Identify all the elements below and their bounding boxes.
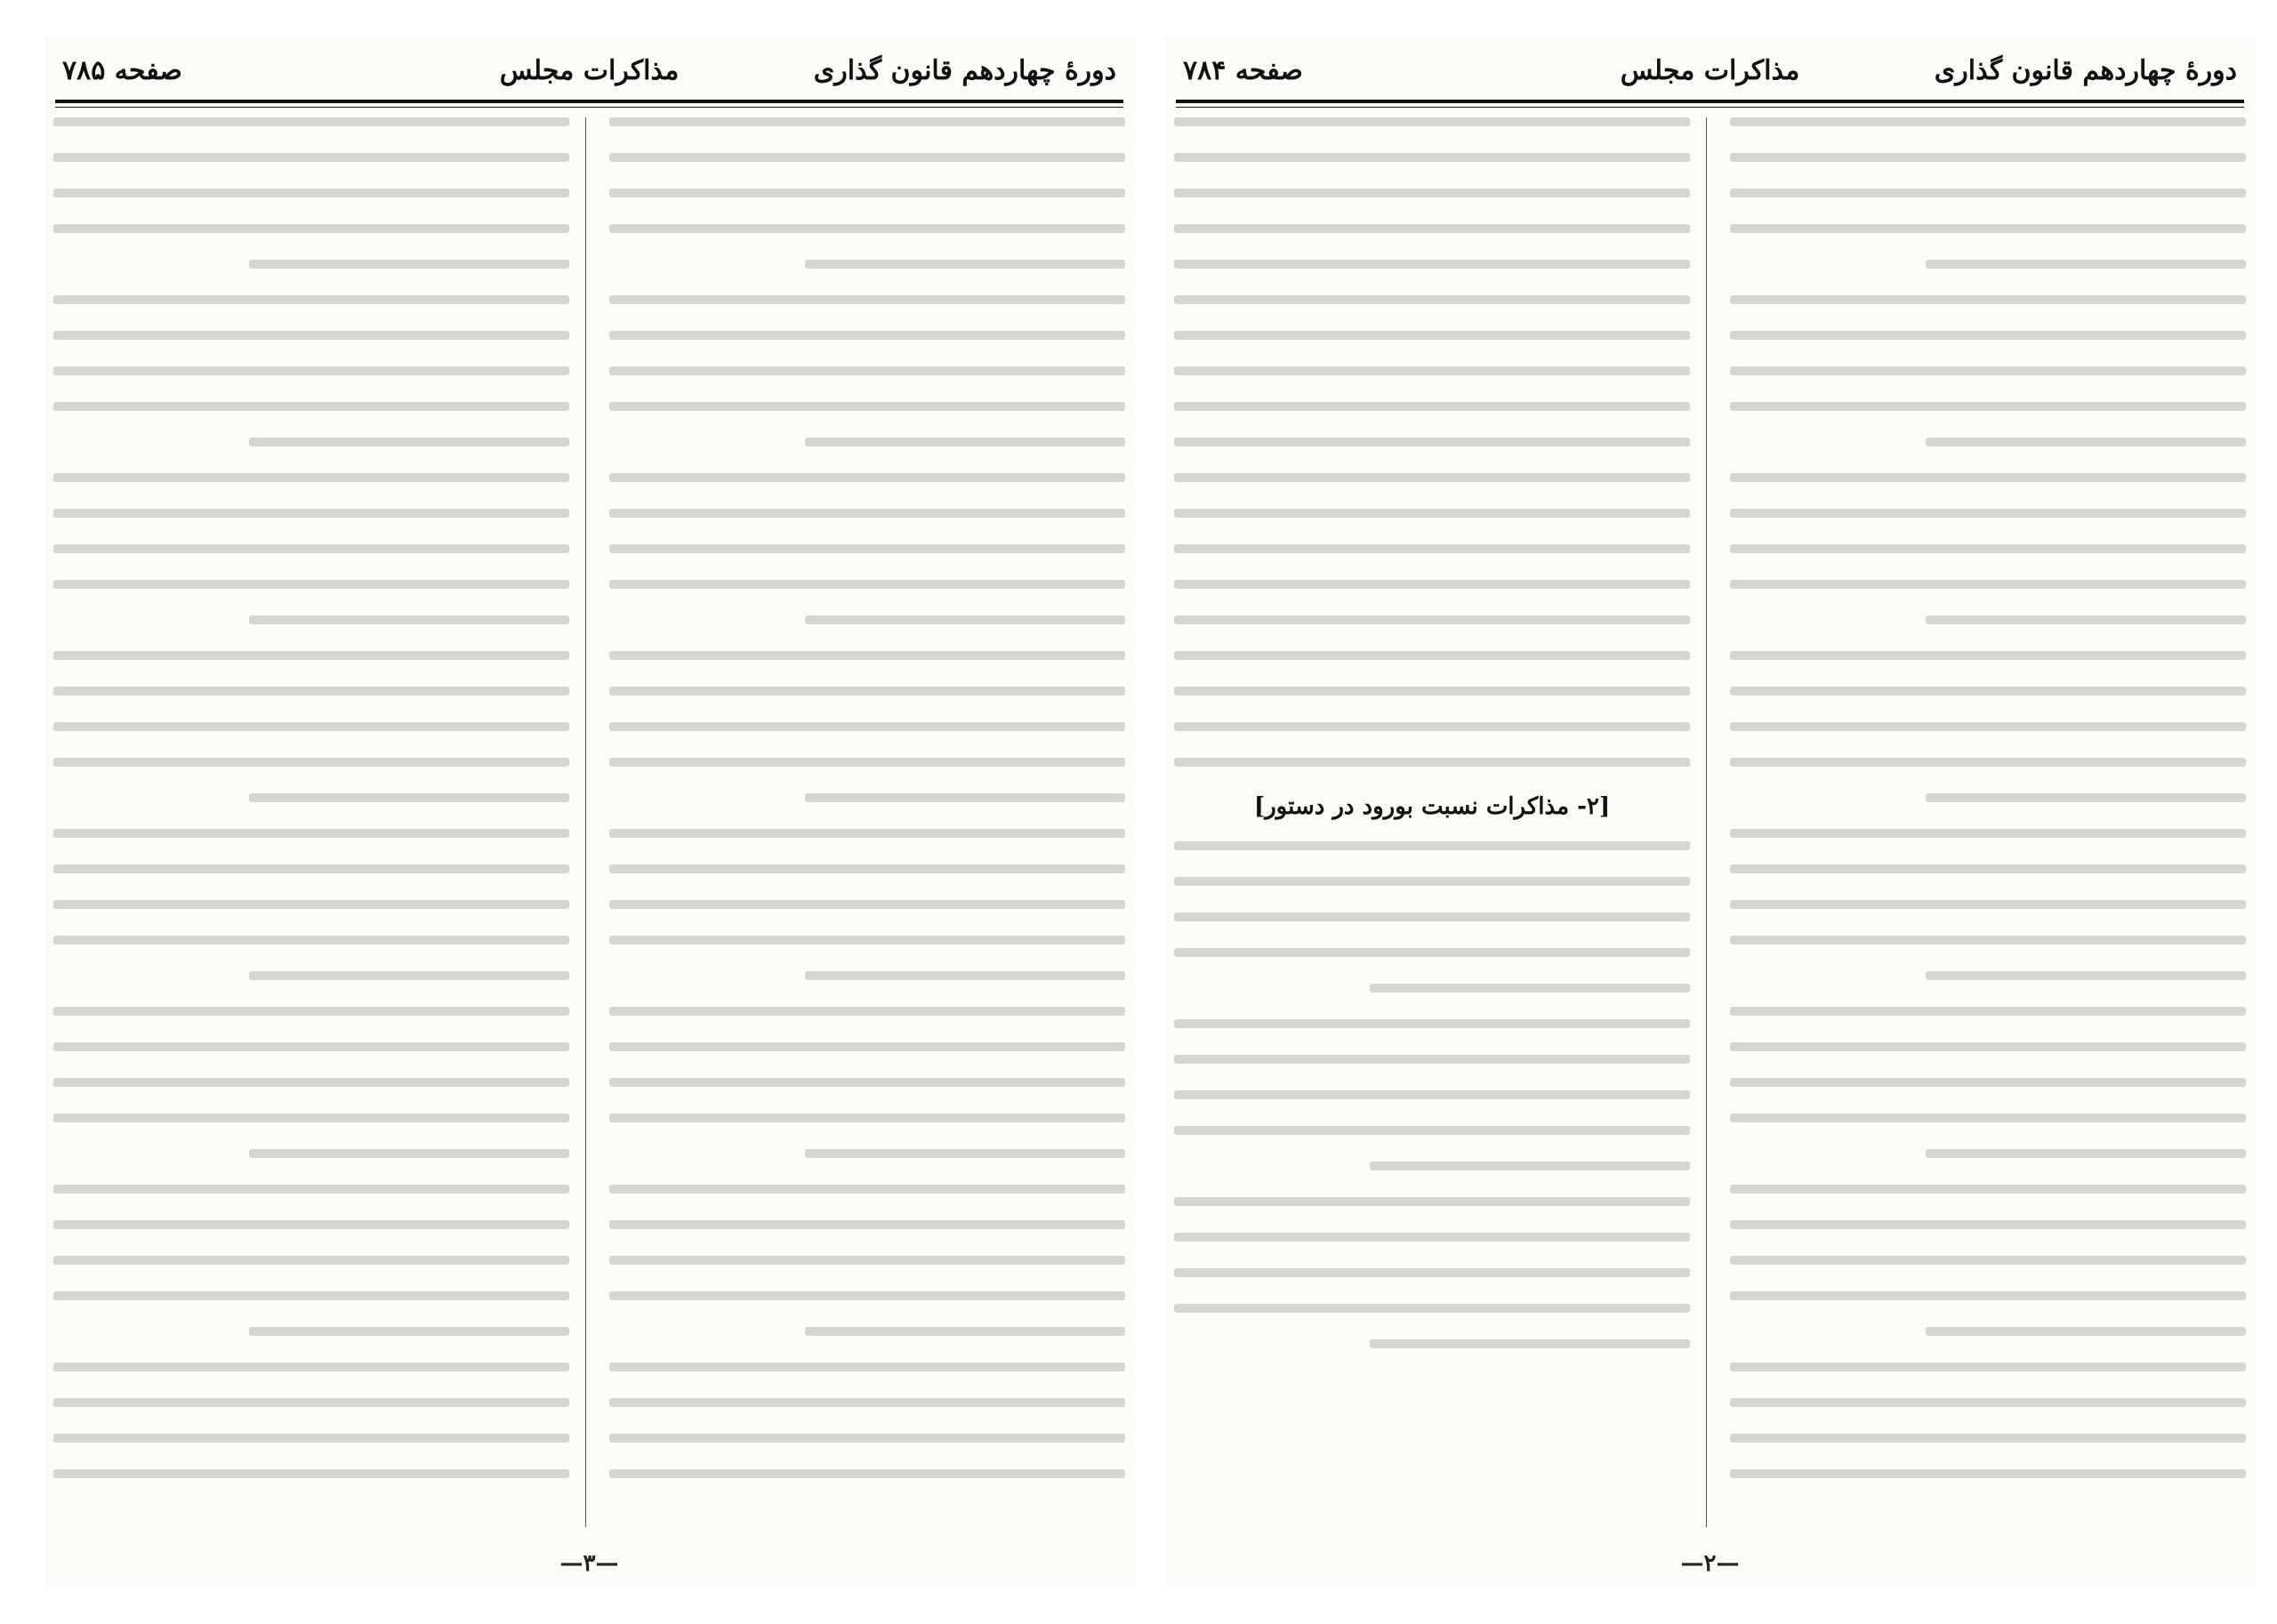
text-line-placeholder <box>609 473 1125 482</box>
text-line-placeholder <box>1370 984 1690 993</box>
text-line-placeholder <box>1730 117 2246 126</box>
text-line-placeholder <box>609 153 1125 162</box>
text-line-placeholder <box>249 971 569 980</box>
text-line-placeholder <box>1174 473 1690 482</box>
text-line-placeholder <box>249 1149 569 1158</box>
text-line-placeholder <box>1926 438 2246 446</box>
text-line-placeholder <box>53 1434 569 1443</box>
journal-title: مذاکرات مجلس <box>1620 55 1800 86</box>
text-line-placeholder <box>249 793 569 802</box>
text-line-placeholder <box>1174 153 1690 162</box>
text-line-placeholder <box>53 1078 569 1087</box>
text-line-placeholder <box>805 615 1125 624</box>
text-line-placeholder <box>805 438 1125 446</box>
text-line-placeholder <box>1730 544 2246 553</box>
text-line-placeholder <box>1174 1126 1690 1135</box>
text-line-placeholder <box>1730 1434 2246 1443</box>
text-line-placeholder <box>53 402 569 411</box>
text-line-placeholder <box>53 722 569 731</box>
text-line-placeholder <box>53 1185 569 1194</box>
text-line-placeholder <box>609 1434 1125 1443</box>
text-line-placeholder <box>53 331 569 340</box>
text-line-placeholder <box>805 1327 1125 1336</box>
text-line-placeholder <box>805 1149 1125 1158</box>
text-line-placeholder <box>609 722 1125 731</box>
text-line-placeholder <box>1174 331 1690 340</box>
text-line-placeholder <box>609 1256 1125 1265</box>
text-line-placeholder <box>53 153 569 162</box>
text-line-placeholder <box>53 189 569 197</box>
text-column-right <box>1730 117 2246 1527</box>
text-line-placeholder <box>53 900 569 909</box>
text-line-placeholder <box>1174 1233 1690 1242</box>
text-line-placeholder <box>1730 509 2246 518</box>
text-line-placeholder <box>1174 651 1690 660</box>
text-line-placeholder <box>53 544 569 553</box>
text-line-placeholder <box>53 651 569 660</box>
text-column-left <box>53 117 569 1527</box>
text-line-placeholder <box>53 224 569 233</box>
text-line-placeholder <box>1174 1197 1690 1206</box>
text-line-placeholder <box>609 402 1125 411</box>
text-line-placeholder <box>1174 366 1690 375</box>
text-line-placeholder <box>609 1398 1125 1407</box>
text-line-placeholder <box>1730 1363 2246 1371</box>
text-line-placeholder <box>1174 1019 1690 1028</box>
text-line-placeholder <box>1730 829 2246 838</box>
text-line-placeholder <box>1174 877 1690 886</box>
text-line-placeholder <box>1730 1291 2246 1300</box>
header-rule <box>1176 100 2244 108</box>
text-line-placeholder <box>609 651 1125 660</box>
text-line-placeholder <box>609 1042 1125 1051</box>
text-line-placeholder <box>53 580 569 589</box>
text-line-placeholder <box>53 687 569 695</box>
text-line-placeholder <box>1174 580 1690 589</box>
text-line-placeholder <box>1730 900 2246 909</box>
text-line-placeholder <box>609 295 1125 304</box>
section-heading: [۲- مذاکرات نسبت بورود در دستور] <box>1253 793 1611 820</box>
text-line-placeholder <box>609 1113 1125 1122</box>
text-line-placeholder <box>53 366 569 375</box>
text-line-placeholder <box>1174 117 1690 126</box>
text-line-placeholder <box>1174 260 1690 269</box>
text-line-placeholder <box>53 1363 569 1371</box>
page-footer-mark: —۳— <box>559 1550 619 1577</box>
text-line-placeholder <box>1174 1055 1690 1064</box>
text-line-placeholder <box>53 1113 569 1122</box>
text-line-placeholder <box>53 1398 569 1407</box>
text-line-placeholder <box>1174 758 1690 767</box>
text-line-placeholder <box>609 189 1125 197</box>
page-footer-mark: —۲— <box>1680 1550 1740 1577</box>
text-line-placeholder <box>53 758 569 767</box>
text-line-placeholder <box>1730 758 2246 767</box>
text-line-placeholder <box>1730 1007 2246 1016</box>
text-line-placeholder <box>53 829 569 838</box>
text-line-placeholder <box>1370 1339 1690 1348</box>
text-line-placeholder <box>1730 366 2246 375</box>
text-line-placeholder <box>1174 722 1690 731</box>
text-line-placeholder <box>1926 1327 2246 1336</box>
text-line-placeholder <box>1174 1304 1690 1313</box>
text-line-placeholder <box>1174 615 1690 624</box>
text-line-placeholder <box>1174 1268 1690 1277</box>
text-line-placeholder <box>1926 615 2246 624</box>
text-line-placeholder <box>609 1291 1125 1300</box>
text-line-placeholder <box>1174 509 1690 518</box>
text-line-placeholder <box>53 1256 569 1265</box>
text-line-placeholder <box>1730 1113 2246 1122</box>
text-line-placeholder <box>1730 402 2246 411</box>
text-line-placeholder <box>249 615 569 624</box>
text-line-placeholder <box>1730 224 2246 233</box>
text-line-placeholder <box>1174 841 1690 850</box>
text-line-placeholder <box>609 331 1125 340</box>
text-line-placeholder <box>1174 224 1690 233</box>
text-line-placeholder <box>1174 295 1690 304</box>
header-rule <box>55 100 1123 108</box>
text-line-placeholder <box>1730 687 2246 695</box>
text-line-placeholder <box>609 1363 1125 1371</box>
text-line-placeholder <box>53 1291 569 1300</box>
text-line-placeholder <box>53 864 569 873</box>
text-line-placeholder <box>249 438 569 446</box>
text-line-placeholder <box>609 366 1125 375</box>
text-line-placeholder <box>1730 864 2246 873</box>
text-line-placeholder <box>1730 1042 2246 1051</box>
text-line-placeholder <box>1730 722 2246 731</box>
text-line-placeholder <box>1730 936 2246 945</box>
text-line-placeholder <box>609 1220 1125 1229</box>
text-line-placeholder <box>609 117 1125 126</box>
text-line-placeholder <box>1730 1469 2246 1478</box>
text-line-placeholder <box>805 260 1125 269</box>
text-line-placeholder <box>1174 912 1690 921</box>
text-line-placeholder <box>609 1469 1125 1478</box>
text-line-placeholder <box>609 509 1125 518</box>
text-line-placeholder <box>1370 1162 1690 1170</box>
text-line-placeholder <box>609 1078 1125 1087</box>
text-line-placeholder <box>1926 260 2246 269</box>
text-line-placeholder <box>1730 1220 2246 1229</box>
text-line-placeholder <box>53 1007 569 1016</box>
text-line-placeholder <box>53 295 569 304</box>
journal-series: دورهٔ چهاردهم قانون گذاری <box>813 55 1116 86</box>
page-header <box>44 43 1134 92</box>
text-line-placeholder <box>1926 971 2246 980</box>
text-line-placeholder <box>1174 1090 1690 1099</box>
text-line-placeholder <box>609 1185 1125 1194</box>
text-line-placeholder <box>1174 687 1690 695</box>
text-line-placeholder <box>1730 580 2246 589</box>
journal-title: مذاکرات مجلس <box>499 55 680 86</box>
text-line-placeholder <box>53 473 569 482</box>
text-line-placeholder <box>53 509 569 518</box>
text-line-placeholder <box>609 544 1125 553</box>
text-line-placeholder <box>53 1220 569 1229</box>
text-line-placeholder <box>609 829 1125 838</box>
text-line-placeholder <box>609 936 1125 945</box>
text-line-placeholder <box>53 117 569 126</box>
text-line-placeholder <box>1730 295 2246 304</box>
text-line-placeholder <box>1174 189 1690 197</box>
text-line-placeholder <box>609 224 1125 233</box>
text-line-placeholder <box>53 1469 569 1478</box>
text-line-placeholder <box>1730 1185 2246 1194</box>
text-line-placeholder <box>1730 651 2246 660</box>
text-line-placeholder <box>1730 331 2246 340</box>
page-number: صفحه ۷۸۴ <box>1183 55 1303 86</box>
text-line-placeholder <box>609 900 1125 909</box>
text-line-placeholder <box>1174 402 1690 411</box>
column-divider <box>1706 117 1707 1527</box>
text-line-placeholder <box>53 936 569 945</box>
column-divider <box>585 117 586 1527</box>
text-line-placeholder <box>1174 438 1690 446</box>
text-line-placeholder <box>1730 153 2246 162</box>
page-number: صفحه ۷۸۵ <box>62 55 182 86</box>
text-line-placeholder <box>1174 948 1690 957</box>
text-line-placeholder <box>1730 1256 2246 1265</box>
page-785 <box>44 36 1134 1588</box>
text-line-placeholder <box>609 580 1125 589</box>
text-line-placeholder <box>1730 1078 2246 1087</box>
text-line-placeholder <box>609 864 1125 873</box>
journal-series: دورهٔ چهاردهم قانون گذاری <box>1934 55 2237 86</box>
text-line-placeholder <box>1730 473 2246 482</box>
text-column-left <box>1174 117 1690 1527</box>
text-line-placeholder <box>249 1327 569 1336</box>
text-line-placeholder <box>53 1042 569 1051</box>
text-line-placeholder <box>1730 189 2246 197</box>
text-line-placeholder <box>609 758 1125 767</box>
text-line-placeholder <box>1730 1398 2246 1407</box>
text-line-placeholder <box>609 1007 1125 1016</box>
page-784 <box>1165 36 2255 1588</box>
text-line-placeholder <box>1926 793 2246 802</box>
text-line-placeholder <box>249 260 569 269</box>
page-header <box>1165 43 2255 92</box>
text-line-placeholder <box>805 793 1125 802</box>
text-line-placeholder <box>1174 544 1690 553</box>
text-line-placeholder <box>805 971 1125 980</box>
text-line-placeholder <box>609 687 1125 695</box>
text-line-placeholder <box>1926 1149 2246 1158</box>
text-column-right <box>609 117 1125 1527</box>
